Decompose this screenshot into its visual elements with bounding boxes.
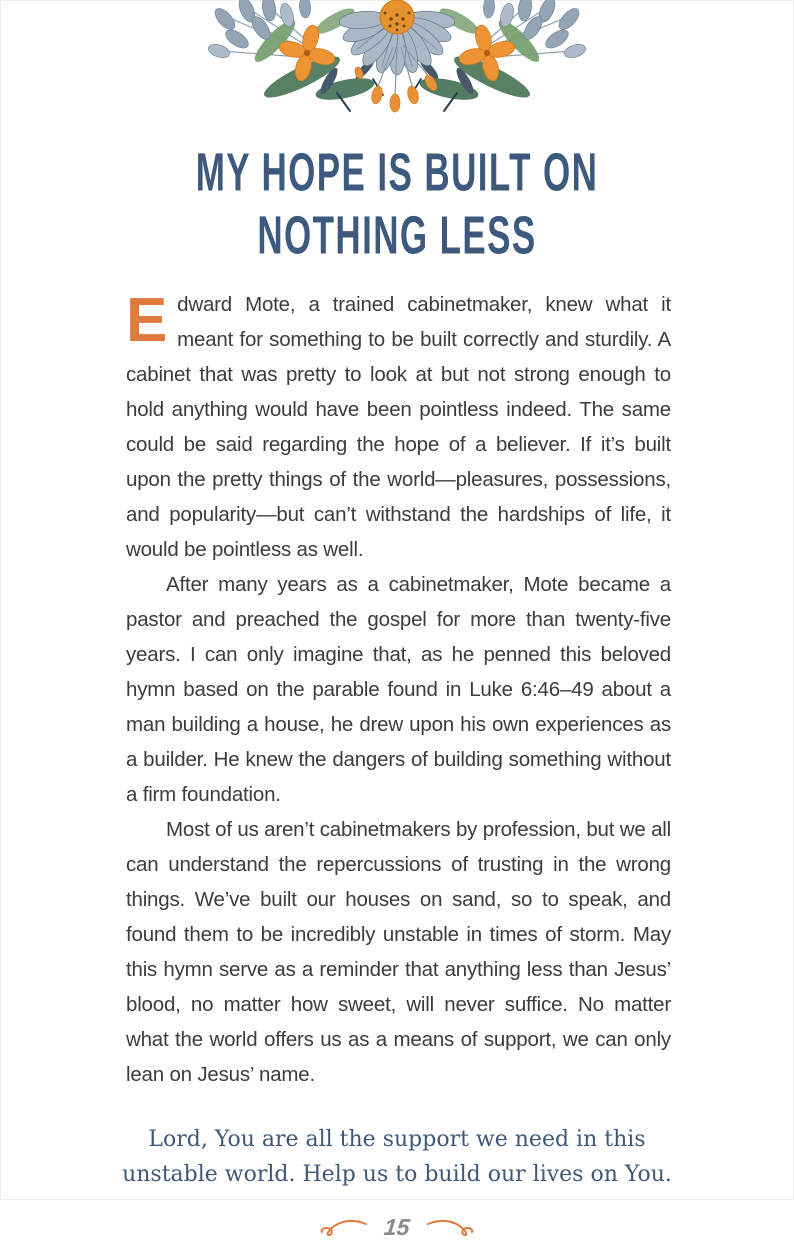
- flourish-right-icon: [426, 1218, 474, 1238]
- drop-cap: E: [126, 286, 168, 355]
- floral-header: [1, 1, 793, 115]
- devotional-body: [126, 287, 671, 1092]
- page-number: 15: [382, 1214, 412, 1240]
- paragraph-1: [126, 287, 671, 567]
- paragraph-3: Most of us aren’t cabinetmakers by profession, but we all can understand the repercussions of trusting in the wrong things. We’ve built our houses on sand, so to speak, and found them to be incredibly unstable in times of storm. May this hymn serve as a reminder that anything less than Jesus’ blood, no matter how sweet, will never suffice. No matter what the world offers us as a means of support, we can only lean on Jesus’ name.: [126, 818, 671, 1086]
- paragraph-1-text: dward Mote, a trained cabinetmaker, knew what it meant for something to be built correctly and sturdily. A cabinet that was pretty to look at but not strong enough to hold anything would have been pointless indeed. The same could be said regarding the hope of a believer. If it’s built upon the pretty things of the world—pleasures, possessions, and popularity—but can’t withstand the hardships of life, it would be pointless as well.: [126, 293, 671, 561]
- title-line-2: NOTHING LESS: [257, 204, 537, 266]
- prayer: [1, 1122, 793, 1192]
- page-footer: [1, 1214, 793, 1241]
- floral-bouquet-icon: [207, 1, 587, 115]
- page-title: [120, 141, 674, 266]
- prayer-line-2: unstable world. Help us to build our lives on You.: [122, 1162, 672, 1187]
- flourish-left-icon: [320, 1218, 368, 1238]
- title-line-1: MY HOPE IS BUILT ON: [195, 142, 599, 203]
- paragraph-2: After many years as a cabinetmaker, Mote became a pastor and preached the gospel for more than twenty-five years. I can only imagine that, as he penned this beloved hymn based on the parable found in Luke 6:46–49 about a man building a house, he drew upon his own experiences as a builder. He knew the dangers of building something without a firm foundation.: [126, 573, 671, 806]
- prayer-line-1: Lord, You are all the support we need in this: [148, 1127, 646, 1152]
